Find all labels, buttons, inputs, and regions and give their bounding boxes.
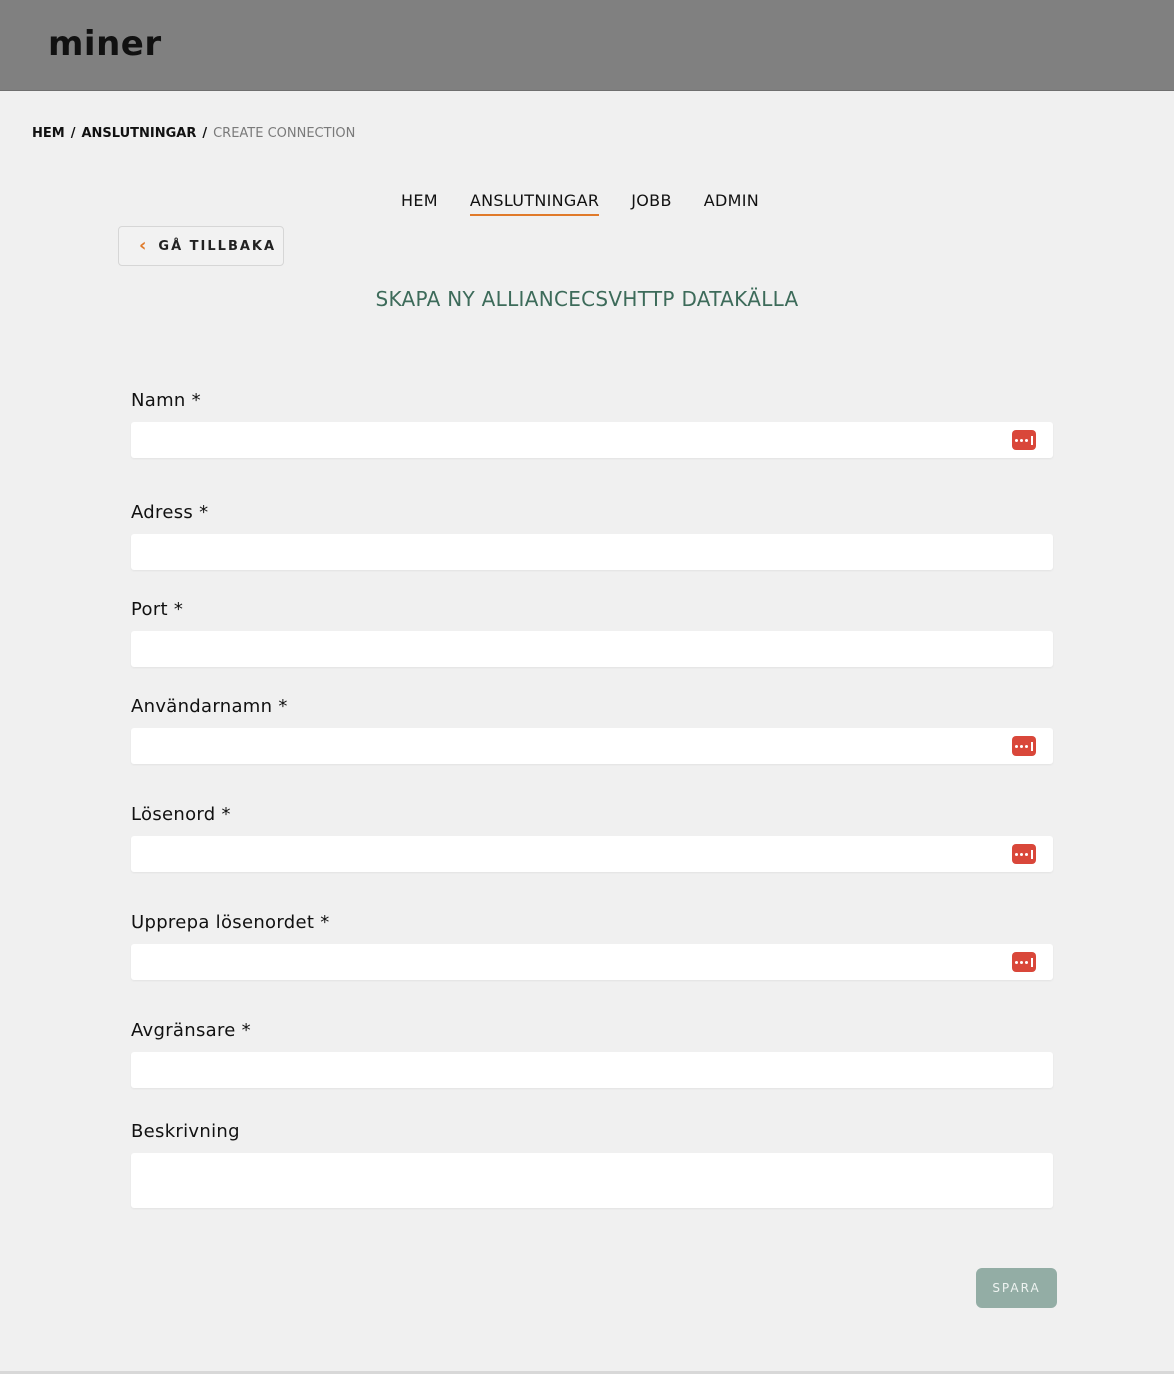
name-input[interactable] [131,422,1053,458]
back-button[interactable] [118,226,284,266]
breadcrumb-current: CREATE CONNECTION [213,126,356,141]
main-nav [401,191,759,216]
nav-item-jobb[interactable]: JOBB [631,191,672,210]
password-label: Lösenord * [131,804,231,825]
username-input[interactable] [131,728,1053,764]
password-manager-icon[interactable] [1012,952,1036,972]
app-header [0,0,1174,91]
username-label: Användarnamn * [131,696,288,717]
address-label: Adress * [131,502,209,523]
password-manager-icon[interactable] [1012,736,1036,756]
nav-item-admin[interactable]: ADMIN [703,191,759,210]
password-manager-icon[interactable] [1012,430,1036,450]
repeat-password-label: Upprepa lösenordet * [131,912,330,933]
page-title: SKAPA NY ALLIANCECSVHTTP DATAKÄLLA [375,287,799,311]
breadcrumb-separator: / [70,126,76,141]
password-manager-icon[interactable] [1012,844,1036,864]
port-label: Port * [131,599,184,620]
save-button[interactable]: SPARA [976,1268,1057,1308]
delimiter-label: Avgränsare * [131,1020,251,1041]
breadcrumb-separator: / [202,126,208,141]
back-button-label: GÅ TILLBAKA [158,238,277,254]
breadcrumb [32,126,355,141]
chevron-left-icon: ‹ [139,235,147,256]
nav-item-anslutningar[interactable]: ANSLUTNINGAR [470,191,599,216]
app-logo[interactable]: miner [48,24,162,64]
address-input[interactable] [131,534,1053,570]
description-label: Beskrivning [131,1121,240,1142]
breadcrumb-item-anslutningar[interactable]: ANSLUTNINGAR [81,126,197,141]
name-label: Namn * [131,390,201,411]
nav-item-hem[interactable]: HEM [401,191,438,210]
port-input[interactable] [131,631,1053,667]
repeat-password-input[interactable] [131,944,1053,980]
breadcrumb-item-hem[interactable]: HEM [32,126,65,141]
password-input[interactable] [131,836,1053,872]
description-textarea[interactable] [131,1153,1053,1208]
delimiter-input[interactable] [131,1052,1053,1088]
